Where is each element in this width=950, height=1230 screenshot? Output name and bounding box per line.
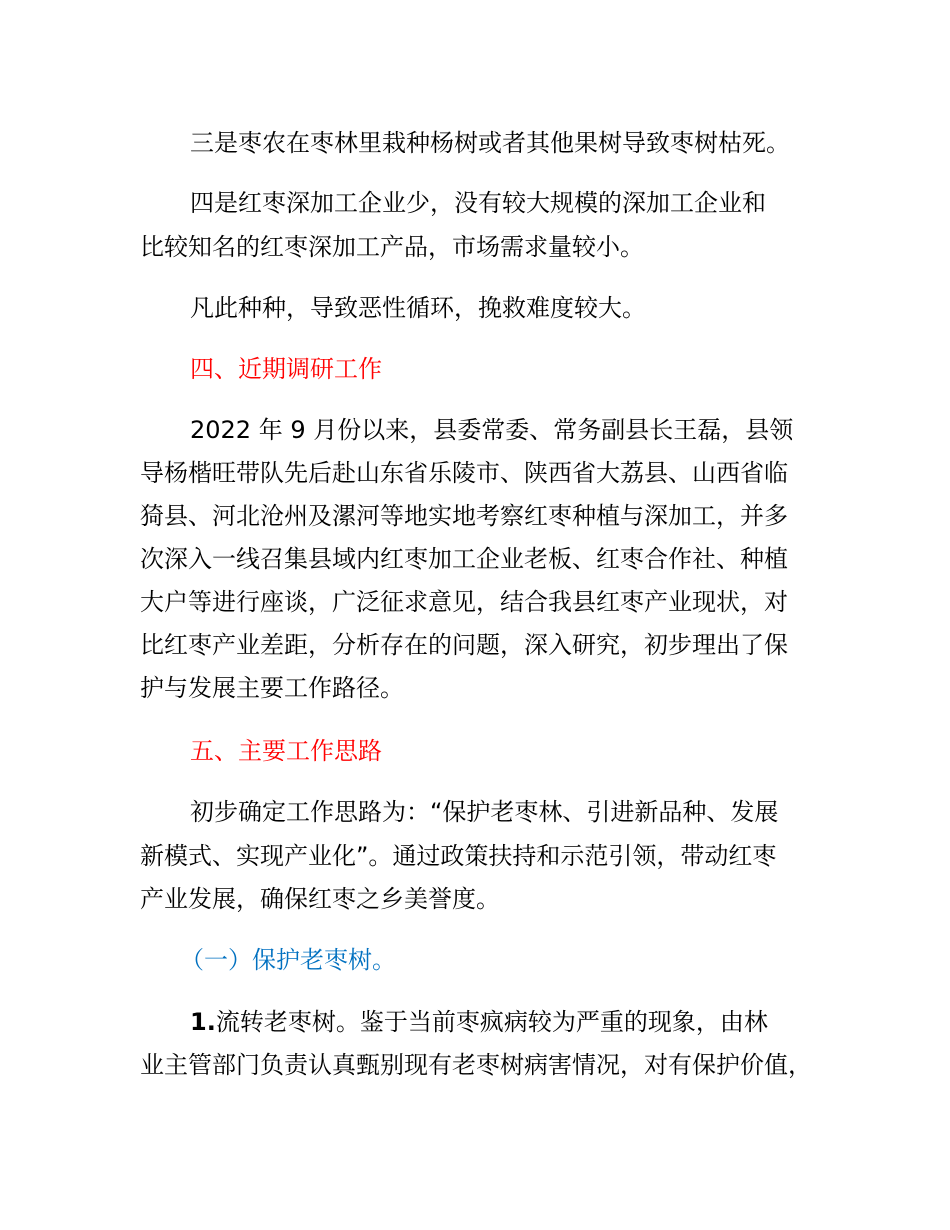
item-number: 1.	[190, 1008, 216, 1036]
paragraph-line: 大户等进行座谈，广泛征求意见，结合我县红枣产业现状，对	[140, 588, 788, 616]
paragraph-line: 2022 年 9 月份以来，县委常委、常务副县长王磊，县领	[190, 416, 794, 444]
paragraph-line: 凡此种种，导致恶性循环，挽救难度较大。	[190, 294, 646, 322]
paragraph-line: 初步确定工作思路为：“保护老枣林、引进新品种、发展	[190, 798, 779, 826]
paragraph-line: 业主管部门负责认真甄别现有老枣树病害情况，对有保护价值，	[140, 1051, 812, 1079]
paragraph-line: 比红枣产业差距，分析存在的问题，深入研究，初步理出了保	[140, 631, 788, 659]
paragraph-line: 三是枣农在枣林里栽种杨树或者其他果树导致枣树枯死。	[190, 129, 790, 157]
paragraph-text: 流转老枣树。鉴于当前枣疯病较为严重的现象，由林	[215, 1008, 768, 1036]
paragraph-line: 四是红枣深加工企业少，没有较大规模的深加工企业和	[190, 189, 766, 217]
paragraph-line: 新模式、实现产业化”。通过政策扶持和示范引领，带动红枣	[140, 842, 777, 870]
section-heading-4: 四、近期调研工作	[190, 355, 382, 383]
paragraph-line	[190, 1006, 768, 1038]
section-heading-5: 五、主要工作思路	[190, 737, 382, 765]
paragraph-line: 导杨楷旺带队先后赴山东省乐陵市、陕西省大荔县、山西省临	[140, 459, 788, 487]
paragraph-line: 护与发展主要工作路径。	[140, 674, 404, 702]
paragraph-line: 比较知名的红枣深加工产品，市场需求量较小。	[140, 233, 644, 261]
paragraph-line: 次深入一线召集县域内红枣加工企业老板、红枣合作社、种植	[140, 545, 788, 573]
subsection-heading: （一）保护老枣树。	[180, 946, 396, 974]
paragraph-line: 猗县、河北沧州及漯河等地实地考察红枣种植与深加工，并多	[140, 502, 788, 530]
paragraph-line: 产业发展，确保红枣之乡美誉度。	[140, 885, 500, 913]
